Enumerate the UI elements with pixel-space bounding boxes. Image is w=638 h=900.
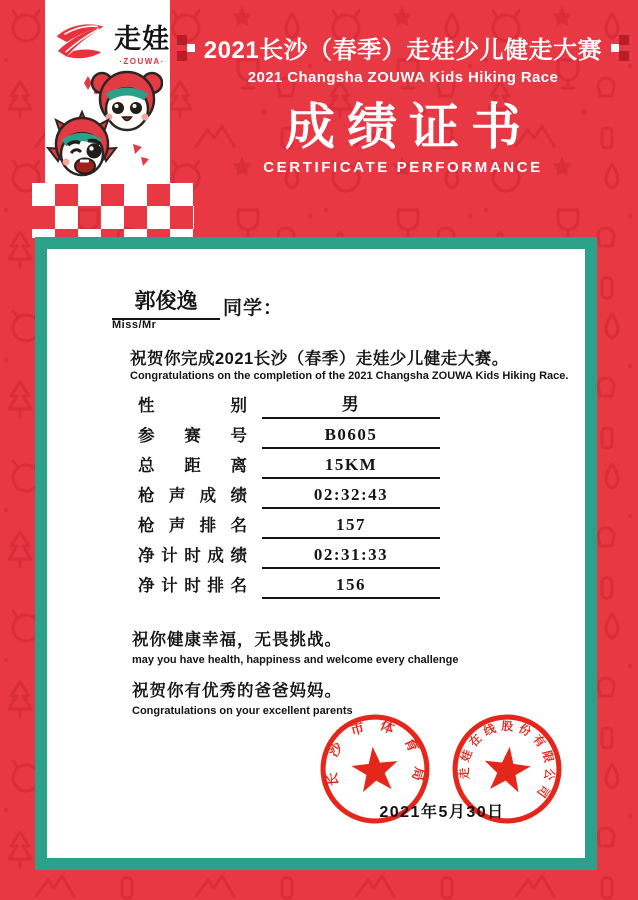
field-label: 总 距 离 (138, 457, 247, 475)
race-title-en: 2021 Changsha ZOUWA Kids Hiking Race (247, 69, 559, 86)
seal-text-left: 长沙市体育局 (323, 716, 428, 796)
issue-date: 2021年5月30日 (379, 804, 505, 821)
field-label: 净 计 时 排 名 (138, 577, 247, 595)
kid-mascots-illustration (45, 68, 163, 183)
field-label: 枪 声 成 绩 (138, 487, 247, 505)
pixel-bracket-right-icon (611, 35, 629, 61)
wish-1-cn: 祝你健康幸福，无畏挑战。 (132, 631, 342, 649)
checkerboard-decoration (32, 183, 194, 238)
field-value: 男 (262, 390, 440, 419)
triangle-accent-icon (133, 144, 149, 166)
wish-1-en: may you have health, happiness and welcome every challenge (132, 654, 459, 666)
field-row (138, 392, 440, 419)
field-value: 156 (262, 575, 440, 599)
name-hint: Miss/Mr (112, 319, 157, 331)
field-label: 参 赛 号 (138, 427, 247, 445)
seal-star-icon (481, 744, 532, 794)
field-row (138, 572, 440, 599)
header (172, 30, 634, 176)
field-label: 净 计 时 成 绩 (138, 547, 247, 565)
field-value: B0605 (262, 425, 440, 449)
certificate-title-cn: 成绩证书 (285, 99, 533, 155)
girl-mascot (92, 72, 162, 130)
seal-text-right: 走娃在线股份有限公司 (457, 719, 557, 804)
field-label: 性 别 (138, 397, 247, 415)
certificate-title-en: CERTIFICATE PERFORMANCE (263, 158, 543, 176)
certificate-card (35, 237, 597, 870)
brand-wordmark (114, 26, 170, 66)
congrats-line-cn: 祝贺你完成2021长沙（春季）走娃少儿健走大赛。 (130, 350, 509, 368)
race-title-row (172, 30, 634, 65)
field-value: 15KM (262, 455, 440, 479)
salutation: 同学： (223, 298, 284, 319)
pixel-bracket-left-icon (177, 35, 195, 61)
boy-mascot (48, 112, 116, 175)
race-title-cn: 2021长沙（春季）走娃少儿健走大赛 (203, 37, 603, 64)
seal-star-icon (350, 744, 401, 793)
name-block (112, 285, 283, 320)
zouwa-swoosh-logo-icon (53, 22, 105, 60)
field-row (138, 422, 440, 449)
field-value: 02:31:33 (262, 545, 440, 569)
brand-name-cn: 走娃 (114, 24, 170, 54)
field-row (138, 512, 440, 539)
field-value: 02:32:43 (262, 485, 440, 509)
field-value: 157 (262, 515, 440, 539)
wish-2-cn: 祝贺你有优秀的爸爸妈妈。 (132, 682, 342, 700)
congrats-line-en: Congratulations on the completion of the 2021 Changsha ZOUWA Kids Hiking Race. (130, 370, 569, 382)
recipient-name: 郭俊逸 (112, 285, 220, 320)
field-row (138, 452, 440, 479)
field-label: 枪 声 排 名 (138, 517, 247, 535)
wish-2-en: Congratulations on your excellent parents (132, 705, 353, 717)
brand-name-en: ·ZOUWA· (119, 57, 165, 66)
field-row (138, 482, 440, 509)
field-row (138, 542, 440, 569)
